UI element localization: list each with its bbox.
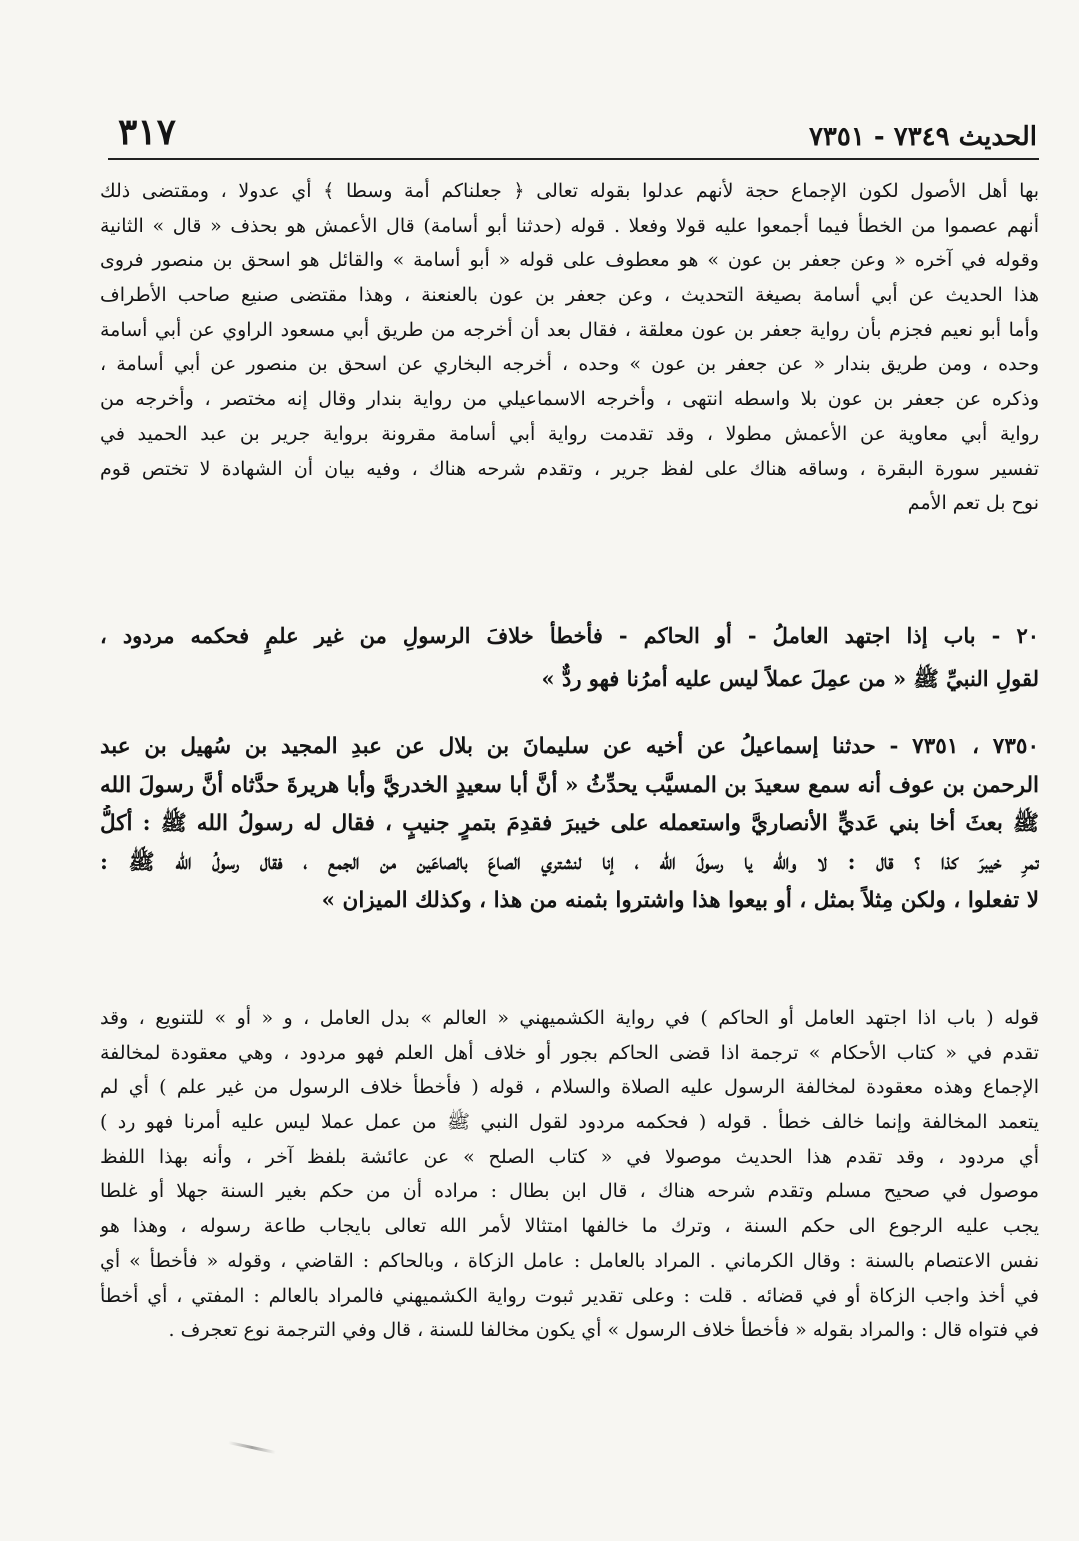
page-header xyxy=(118,108,1037,153)
commentary-line: في أخذ واجب الزكاة أو في قضائه . قلت : وعلى تقدير ثبوت رواية الكشميهني فالمراد بالعالم : المفتي ، أي أخطأ xyxy=(100,1284,1039,1307)
running-title: الحديث ٧٣٤٩ - ٧٣٥١ xyxy=(808,122,1037,152)
commentary-line: وذكره عن جعفر بن عون بلا واسطه انتهى ، وأخرجه الاسماعيلي من رواية بندار وقال إنه مختصر ، وأخرجه من xyxy=(100,388,1039,411)
header-rule xyxy=(108,158,1039,160)
hadith-line: لا تفعلوا ، ولكن مِثلاً بمثل ، أو بيعوا هذا واشتروا بثمنه من هذا ، وكذلك الميزان » xyxy=(321,888,1039,913)
commentary-line: نفس الاعتصام بالسنة : وقال الكرماني . المراد بالعامل : عامل الزكاة ، وبالحاكم : القاضي ، وقوله « فأخطأ » أي xyxy=(100,1249,1039,1272)
commentary-line: تقدم في « كتاب الأحكام » ترجمة اذا قضى الحاكم بجور أو خلاف أهل العلم فهو مردود ، وهي معقودة لمخالفة xyxy=(100,1041,1039,1064)
hadith-line: ﷺ بعثَ أخا بني عَديٍّ الأنصاريَّ واستعمله على خيبرَ فقدِمَ بتمرٍ جنيبٍ ، فقال له رسولُ الله ﷺ : أكلُّ xyxy=(100,811,1039,836)
hadith-line: ٧٣٥٠ ، ٧٣٥١ - حدثنا إسماعيلُ عن أخيه عن سليمانَ بن بلال عن عبدِ المجيد بن سُهيل بن عبد xyxy=(100,734,1039,759)
commentary-line: وأما أبو نعيم فجزم بأن رواية جعفر بن عون معلقة ، فقال بعد أن أخرجه من طريق أبي مسعود الراوي عن أبي أسامة xyxy=(100,318,1039,341)
commentary-line: يجب عليه الرجوع الى حكم السنة ، وترك ما خالفها امتثالا لأمر الله تعالى بايجاب طاعة رسوله ، وهذا هو xyxy=(100,1215,1039,1238)
commentary-line: يتعمد المخالفة وإنما خالف خطأ . قوله ( فحكمه مردود لقول النبي ﷺ من عمل عملا ليس عليه أمرنا فهو رد ) xyxy=(100,1111,1039,1134)
commentary-top xyxy=(100,174,1039,521)
commentary-line: أنهم عصموا من الخطأ فيما أجمعوا عليه قولا وفعلا . قوله (حدثنا أبو أسامة) قال الأعمش هو بحذف « قال » الثانية xyxy=(100,214,1039,237)
commentary-line: في فتواه قال : والمراد بقوله « فأخطأ خلاف الرسول » أي يكون مخالفا للسنة ، قال وفي الترجمة نوع تعجرف . xyxy=(168,1319,1039,1342)
commentary-line: هذا الحديث عن أبي أسامة بصيغة التحديث ، وعن جعفر بن عون بالعنعنة ، وهذا مقتضى صنيع صاحب الأطراف xyxy=(100,284,1039,307)
hadith-text xyxy=(100,728,1039,921)
hadith-line: تمرِ خيبرَ كذا ؟ قال : لا والله يا رسولَ الله ، إنا لنشتري الصاعَ بالصاعَين من الجمع ، فقال رسولُ الله ﷺ : xyxy=(100,849,1039,875)
ink-smudge xyxy=(228,1441,276,1454)
commentary-line: وحده ، ومن طريق بندار « عن جعفر بن عون » وحده ، أخرجه البخاري عن اسحق بن منصور عن أبي أسامة ، xyxy=(100,353,1039,376)
commentary-line: قوله ( باب اذا اجتهد العامل أو الحاكم ) في رواية الكشميهني « العالم » بدل العامل ، و « أو » للتنويع ، وقد xyxy=(100,1007,1039,1029)
commentary-line: رواية أبي معاوية عن الأعمش مطولا ، وقد تقدمت رواية أبي أسامة مقرونة برواية جرير بن عبد الحميد في xyxy=(100,422,1039,445)
commentary-line: الإجماع وهذه معقودة لمخالفة الرسول عليه الصلاة والسلام ، قوله ( فأخطأ خلاف الرسول من غير علم ) أي لم xyxy=(100,1076,1039,1099)
commentary-line: موصول في صحيح مسلم وتقدم شرحه هناك ، قال ابن بطال : مراده أن من حكم بغير السنة جهلا أو غلطا xyxy=(100,1180,1039,1203)
commentary-line: بها أهل الأصول لكون الإجماع حجة لأنهم عدلوا بقوله تعالى ﴿ جعلناكم أمة وسطا ﴾ أي عدولا ، ومقتضى ذلك xyxy=(100,180,1039,202)
chapter-heading xyxy=(100,614,1039,700)
commentary-bottom xyxy=(100,1001,1039,1348)
commentary-line: وقوله في آخره « وعن جعفر بن عون » هو معطوف على قوله « أبو أسامة » والقائل هو اسحق بن منصور فروى xyxy=(100,249,1039,272)
commentary-line: أي مردود ، وقد تقدم هذا الحديث موصولا في « كتاب الصلح » عن عائشة بلفظ آخر ، وأنه بهذا اللفظ xyxy=(100,1145,1039,1168)
hadith-line: الرحمن بن عوف أنه سمع سعيدَ بن المسيَّب يحدِّثُ « أنَّ أبا سعيدٍ الخدريَّ وأبا هريرةَ حدَّثاه أنَّ رسولَ الله xyxy=(100,772,1039,798)
chapter-hadith-quote: لقولِ النبيِّ ﷺ « من عمِلَ عملاً ليس عليه أمرُنا فهو ردٌّ » xyxy=(541,666,1039,691)
chapter-title: ٢٠ - باب إذا اجتهد العاملُ - أو الحاكم - فأخطأ خلافَ الرسولِ من غير علمٍ فحكمه مردود ، xyxy=(100,623,1039,648)
page-number: ٣١٧ xyxy=(118,111,177,153)
commentary-line: نوح بل تعم الأمم xyxy=(907,492,1039,515)
commentary-line: تفسير سورة البقرة ، وساقه هناك على لفظ جرير ، وتقدم شرحه هناك ، وفيه بيان أن الشهادة لا تختص قوم xyxy=(100,457,1039,480)
